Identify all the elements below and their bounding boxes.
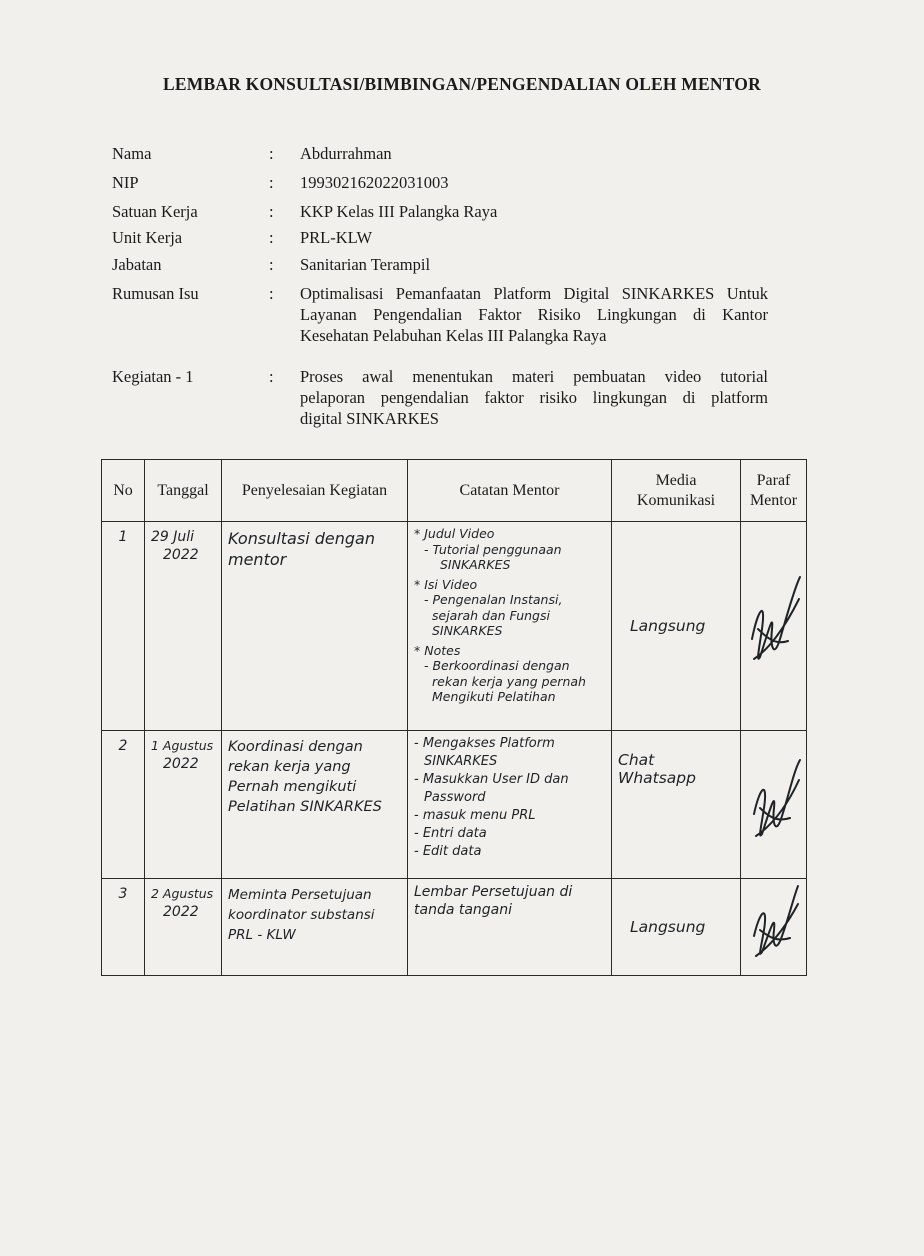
field-colon: : <box>269 202 274 221</box>
header-tanggal: Tanggal <box>145 460 222 522</box>
header-paraf-line: Mentor <box>749 491 798 509</box>
row-task-line: Koordinasi dengan <box>228 739 363 755</box>
row-media-text: Chat Whatsapp <box>618 751 696 787</box>
field-value-line: digital SINKARKES <box>300 409 439 428</box>
note-line: rekan kerja yang pernah <box>432 673 586 689</box>
signature-icon <box>744 752 804 852</box>
field-colon: : <box>269 255 274 274</box>
document-title: LEMBAR KONSULTASI/BIMBINGAN/PENGENDALIAN OLEH MENTOR <box>163 74 761 94</box>
header-no: No <box>102 460 145 522</box>
note-line: * Notes <box>414 642 461 658</box>
row-date-line: 2 Agustus <box>151 886 214 901</box>
note-line: SINKARKES <box>424 754 498 769</box>
field-value <box>300 143 768 164</box>
row-task-line: mentor <box>228 550 287 569</box>
row-number: 2 <box>102 731 145 879</box>
field-value-line: Abdurrahman <box>300 144 392 163</box>
row-task <box>222 879 408 976</box>
field-value-line: Proses awal menentukan materi pembuatan video tutorial <box>300 367 768 386</box>
field-value-line: KKP Kelas III Palangka Raya <box>300 202 498 221</box>
row-task-line: Meminta Persetujuan <box>228 887 372 903</box>
row-task-line: rekan kerja yang <box>228 759 351 775</box>
table-row <box>102 879 807 976</box>
field-label: Nama <box>112 144 152 163</box>
consultation-table <box>101 459 807 976</box>
note-line: - Mengakses Platform <box>414 736 555 751</box>
row-task-line: Pernah mengikuti <box>228 779 357 795</box>
field-value <box>300 227 768 248</box>
row-signature <box>741 731 807 879</box>
field-label: Kegiatan - 1 <box>112 367 194 386</box>
field-value-line: Layanan Pengendalian Faktor Risiko Lingkungan di Kantor <box>300 305 768 324</box>
note-line: Password <box>424 790 486 805</box>
row-task-line: Pelatihan SINKARKES <box>228 799 382 815</box>
field-value-line: Optimalisasi Pemanfaatan Platform Digital SINKARKES Untuk <box>300 284 768 303</box>
field-label: NIP <box>112 173 139 192</box>
row-date <box>145 731 222 879</box>
row-date-line: 2022 <box>163 547 199 563</box>
row-task-line: PRL - KLW <box>228 927 296 943</box>
row-date <box>145 522 222 731</box>
note-line: - Pengenalan Instansi, <box>424 592 563 607</box>
field-label: Unit Kerja <box>112 228 183 247</box>
note-line: - Tutorial penggunaan <box>424 541 562 557</box>
row-note <box>408 731 612 879</box>
table-row <box>102 522 807 731</box>
header-penyelesaian: Penyelesaian Kegiatan <box>222 460 408 522</box>
row-date-line: 2022 <box>163 756 199 772</box>
note-line: SINKARKES <box>440 557 511 572</box>
row-media: Langsung <box>612 522 741 731</box>
field-value-line: Kesehatan Pelabuhan Kelas III Palangka Raya <box>300 326 607 345</box>
field-value <box>300 172 768 193</box>
note-line: - Edit data <box>414 844 482 859</box>
field-colon: : <box>269 284 274 303</box>
row-note <box>408 522 612 731</box>
field-label: Jabatan <box>112 255 162 274</box>
row-date <box>145 879 222 976</box>
field-value-line: 199302162022031003 <box>300 173 449 192</box>
row-media <box>612 731 741 879</box>
row-note <box>408 879 612 976</box>
header-paraf <box>741 460 807 522</box>
note-line: * Isi Video <box>414 576 478 592</box>
field-colon: : <box>269 144 274 163</box>
row-date-line: 1 Agustus <box>151 738 214 753</box>
row-task <box>222 731 408 879</box>
row-task <box>222 522 408 731</box>
header-media-line: Komunikasi <box>636 491 716 509</box>
field-value <box>300 254 768 275</box>
field-value-line: PRL-KLW <box>300 228 373 247</box>
row-task-line: Konsultasi dengan <box>228 529 375 548</box>
row-date-line: 2022 <box>163 904 199 920</box>
signature-icon <box>746 880 802 970</box>
note-line: SINKARKES <box>432 623 503 638</box>
note-line: - masuk menu PRL <box>414 808 536 823</box>
signature-icon <box>744 569 804 679</box>
field-value <box>300 283 768 346</box>
field-value <box>300 201 768 222</box>
field-value-line: Sanitarian Terampil <box>300 255 431 274</box>
note-line: sejarah dan Fungsi <box>432 607 550 623</box>
row-number: 1 <box>102 522 145 731</box>
row-signature <box>741 522 807 731</box>
note-line: - Entri data <box>414 826 487 841</box>
note-line: - Berkoordinasi dengan <box>424 658 570 673</box>
row-date-line: 29 Juli <box>151 529 195 545</box>
note-line: tanda tangani <box>414 902 513 918</box>
header-media-line: Media <box>655 471 697 489</box>
field-colon: : <box>269 228 274 247</box>
row-signature <box>741 879 807 976</box>
field-value <box>300 366 768 429</box>
field-colon: : <box>269 173 274 192</box>
field-colon: : <box>269 367 274 386</box>
note-line: - Masukkan User ID dan <box>414 772 569 787</box>
note-line: * Judul Video <box>414 526 495 541</box>
field-value-line: pelaporan pengendalian faktor risiko lingkungan di platform <box>300 388 768 407</box>
header-catatan: Catatan Mentor <box>408 460 612 522</box>
note-line: Lembar Persetujuan di <box>414 884 573 900</box>
row-media: Langsung <box>612 879 741 976</box>
note-line: Mengikuti Pelatihan <box>432 689 556 704</box>
row-task-line: koordinator substansi <box>228 907 375 923</box>
field-label: Rumusan Isu <box>112 284 199 303</box>
header-media <box>612 460 741 522</box>
table-row <box>102 731 807 879</box>
field-label: Satuan Kerja <box>112 202 198 221</box>
header-paraf-line: Paraf <box>756 471 791 489</box>
row-number: 3 <box>102 879 145 976</box>
table-header-row <box>102 460 807 522</box>
